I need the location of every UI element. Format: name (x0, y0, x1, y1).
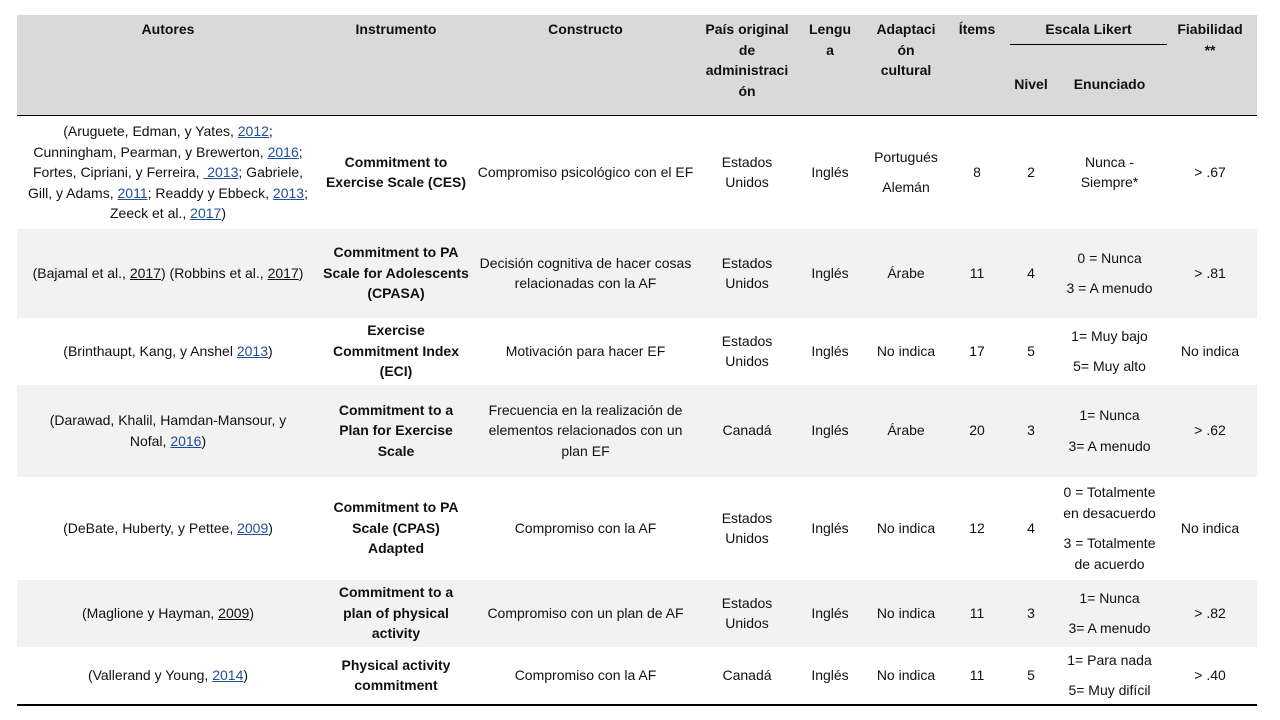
citation-link[interactable]: 2013 (236, 342, 269, 359)
construct-cell: Compromiso psicológico con el EF (477, 164, 694, 180)
construct-cell: Motivación para hacer EF (505, 342, 666, 359)
items-cell: 20 (948, 385, 1006, 477)
table-row (17, 580, 1257, 647)
level-cell: 3 (1006, 580, 1056, 647)
citation-link[interactable]: 2011 (117, 184, 148, 201)
citation-link[interactable]: 2016 (267, 143, 299, 160)
citation-link[interactable]: 2009 (237, 519, 269, 536)
language-cell: Inglés (811, 342, 849, 359)
header-instrument: Instrumento (319, 15, 473, 116)
language-cell: Inglés (796, 580, 864, 647)
header-statement: Enunciado (1056, 53, 1163, 116)
header-likert: Escala Likert (1006, 15, 1163, 53)
reliability-cell: > .67 (1194, 164, 1226, 180)
table-row (17, 477, 1257, 580)
adaptation-cell: No indica (864, 580, 948, 647)
statement-cell: Nunca - Siempre* (1080, 153, 1139, 191)
instrument-cell: Commitment to a Plan for Exercise Scale (319, 385, 473, 477)
citation-link[interactable]: 2014 (212, 666, 244, 683)
citation-link[interactable]: 2016 (170, 432, 202, 449)
level-cell: 4 (1006, 229, 1056, 318)
reliability-cell: > .81 (1163, 229, 1257, 318)
instrument-cell: Physical activity commitment (341, 656, 451, 693)
statement-cell: 1= Nunca 3= A menudo (1056, 385, 1163, 477)
authors-cell: (Brinthaupt, Kang, y Anshel 2013) (63, 342, 273, 359)
items-cell: 11 (948, 229, 1006, 318)
citation-link[interactable]: 2017 (129, 264, 161, 281)
adaptation-cell: Árabe (864, 385, 948, 477)
table-row (17, 647, 1257, 705)
reliability-cell: > .62 (1163, 385, 1257, 477)
citation-link[interactable]: 2012 (237, 123, 269, 139)
adaptation-cell: No indica (876, 342, 936, 359)
instrument-cell: Exercise Commitment Index (ECI) (332, 322, 459, 380)
authors-cell: (Darawad, Khalil, Hamdan-Mansour, y Nofal, 2016) (17, 385, 319, 477)
country-cell: Estados Unidos (721, 332, 773, 369)
statement-cell: 1= Muy bajo 5= Muy alto (1071, 327, 1148, 374)
country-cell: Estados Unidos (721, 509, 773, 546)
instrument-cell: Commitment to a plan of physical activity (319, 580, 473, 647)
reliability-cell: > .82 (1163, 580, 1257, 647)
authors-cell: (Aruguete, Edman, y Yates, 2012; Cunningham, Pearman, y Brewerton, 2016; Fortes, Cipriani, y Ferreira, 2013; Gabriele, Gill, y Adams, 2011; Readdy y Ebbeck, 2013; Zeeck et al., 2017) (28, 123, 308, 221)
authors-cell: (Maglione y Hayman, 2009) (17, 580, 319, 647)
citation-link[interactable]: 2013 (272, 184, 305, 201)
authors-cell: (Bajamal et al., 2017) (Robbins et al., 2017) (17, 229, 319, 318)
country-cell: Estados Unidos (698, 580, 796, 647)
construct-cell: Decisión cognitiva de hacer cosas relacionadas con la AF (473, 229, 698, 318)
items-cell: 17 (969, 342, 985, 359)
header-country: País original de administraci ón (698, 15, 796, 116)
table-header (17, 15, 1257, 116)
language-cell: Inglés (796, 385, 864, 477)
table-row (17, 116, 1257, 229)
header-language: Lengu a (796, 15, 864, 116)
language-cell: Inglés (796, 229, 864, 318)
instruments-table (17, 15, 1257, 706)
level-cell: 4 (1027, 519, 1035, 536)
header-reliability: Fiabilidad ** (1163, 15, 1257, 116)
reliability-cell: No indica (1180, 342, 1240, 359)
adaptation-cell: No indica (876, 519, 936, 536)
citation-link[interactable]: 2009 (218, 604, 250, 621)
citation-link[interactable]: 2017 (267, 264, 299, 281)
header-authors: Autores (17, 15, 319, 116)
adaptation-cell: Portugués Alemán (874, 148, 938, 196)
instrument-cell: Commitment to PA Scale for Adolescents (CPASA) (319, 229, 473, 318)
level-cell: 5 (1027, 342, 1035, 359)
items-cell: 12 (969, 519, 985, 536)
adaptation-cell: No indica (876, 666, 936, 683)
adaptation-cell: Árabe (864, 229, 948, 318)
language-cell: Inglés (811, 666, 849, 683)
level-cell: 5 (1027, 666, 1035, 683)
level-cell: 3 (1006, 385, 1056, 477)
country-cell: Canadá (698, 385, 796, 477)
statement-cell: 0 = Totalmente en desacuerdo 3 = Totalmente de acuerdo (1063, 484, 1156, 572)
items-cell: 11 (948, 580, 1006, 647)
construct-cell: Compromiso con un plan de AF (473, 580, 698, 647)
items-cell: 11 (969, 666, 985, 683)
authors-cell: (Vallerand y Young, 2014) (87, 666, 249, 683)
construct-cell: Compromiso con la AF (514, 519, 657, 536)
citation-link[interactable]: 2017 (190, 205, 222, 221)
table-row (17, 385, 1257, 477)
table-row (17, 229, 1257, 318)
header-items: Ítems (948, 15, 1006, 116)
construct-cell: Compromiso con la AF (514, 666, 657, 683)
citation-link[interactable]: 2013 (203, 164, 239, 180)
country-cell: Estados Unidos (698, 229, 796, 318)
reliability-cell: > .40 (1194, 666, 1226, 683)
country-cell: Estados Unidos (721, 153, 773, 191)
language-cell: Inglés (811, 164, 849, 180)
statement-cell: 1= Nunca 3= A menudo (1056, 580, 1163, 647)
header-level: Nivel (1006, 53, 1056, 116)
table-row (17, 318, 1257, 385)
statement-cell: 1= Para nada 5= Muy difícil (1067, 651, 1152, 698)
statement-cell: 0 = Nunca 3 = A menudo (1056, 229, 1163, 318)
header-adaptation: Adaptaci ón cultural (864, 15, 948, 116)
language-cell: Inglés (811, 519, 849, 536)
reliability-cell: No indica (1180, 519, 1240, 536)
items-cell: 8 (973, 164, 981, 180)
country-cell: Canadá (722, 666, 772, 683)
header-construct: Constructo (473, 15, 698, 116)
level-cell: 2 (1027, 164, 1035, 180)
instrument-cell: Commitment to Exercise Scale (CES) (325, 153, 467, 191)
instrument-cell: Commitment to PA Scale (CPAS) Adapted (333, 499, 459, 557)
authors-cell: (DeBate, Huberty, y Pettee, 2009) (63, 519, 273, 536)
construct-cell: Frecuencia en la realización de elementos relacionados con un plan EF (473, 385, 698, 477)
